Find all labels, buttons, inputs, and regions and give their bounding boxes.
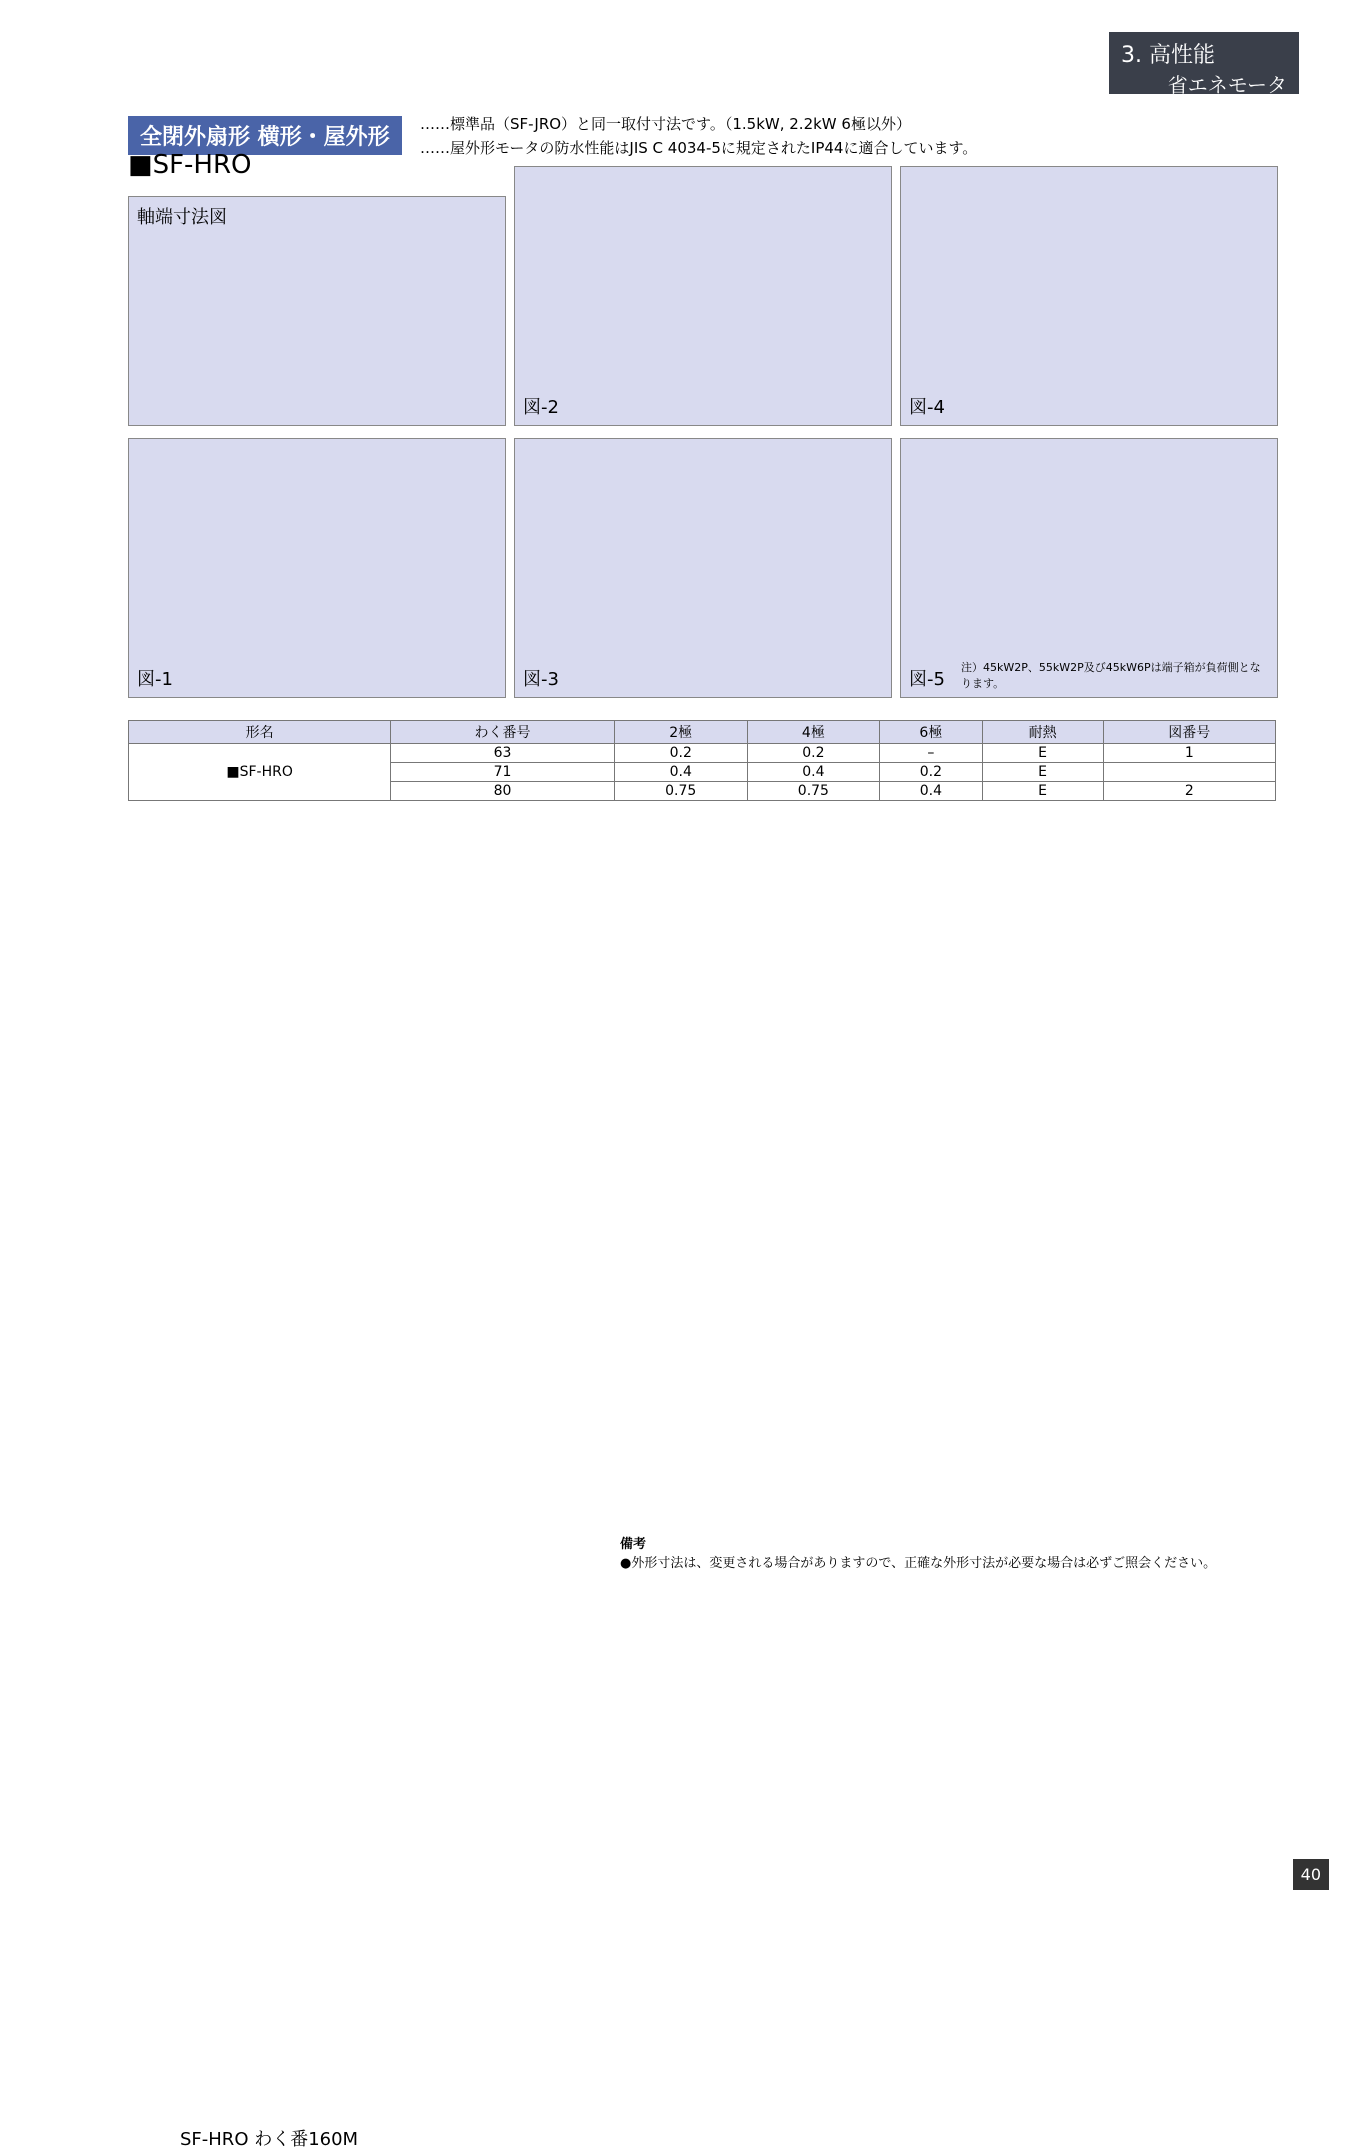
chapter-tab [1109,32,1299,97]
figure-5-note: 注）45kW2P、55kW2P及び45kW6Pは端子箱が負荷側となります。 [961,661,1261,690]
table-header: 4極 [747,721,880,744]
table-cell: 0.75 [747,782,880,801]
table-cell: 0.2 [880,763,982,782]
table-header: わく番号 [391,721,615,744]
chapter-number: 3. 高性能 [1121,43,1215,68]
spec-table-1 [128,720,1276,801]
table-cell: 1 [1103,744,1275,763]
table-cell: E [982,763,1103,782]
table-cell: 0.75 [614,782,747,801]
table-header: 6極 [880,721,982,744]
table-cell: 0.2 [747,744,880,763]
figure-shaft [128,196,506,426]
table-cell: 80 [391,782,615,801]
table-header: 形名 [129,721,391,744]
remarks [620,1535,1280,1573]
figure-5 [900,438,1278,698]
table-cell: 0.2 [614,744,747,763]
table-cell: 0.4 [747,763,880,782]
table-cell: E [982,744,1103,763]
table-header: 図番号 [1103,721,1275,744]
table-cell: 71 [391,763,615,782]
table-header: 耐熱 [982,721,1103,744]
table-cell: 0.4 [614,763,747,782]
table-header: 2極 [614,721,747,744]
model-name: ■SF-HRO [128,150,252,180]
figure-4 [900,166,1278,426]
figure-label: 図-5 [909,669,945,690]
figure-2 [514,166,892,426]
remark-item: ●外形寸法は、変更される場合がありますので、正確な外形寸法が必要な場合は必ずご照会ください。 [620,1556,1217,1571]
table-cell: E [982,782,1103,801]
page-title: 全閉外扇形 横形・屋外形 [128,116,402,155]
figure-1 [128,438,506,698]
figure-label: 軸端寸法図 [137,207,227,228]
table-cell [1103,763,1275,782]
figure-label: 図-3 [523,669,559,690]
table-cell: 2 [1103,782,1275,801]
remarks-title: 備考 [620,1537,647,1552]
page-number: 40 [1293,1859,1329,1890]
figure-3 [514,438,892,698]
table-cell: 63 [391,744,615,763]
top-notes [420,112,977,160]
figure-label: 図-1 [137,669,173,690]
top-note: ……屋外形モータの防水性能はJIS C 4034-5に規定されたIP44に適合しています。 [420,139,978,157]
table-cell: 0.4 [880,782,982,801]
figure-label: 図-4 [909,397,945,418]
table-cell: ■SF-HRO [129,744,391,801]
figure-label: 図-2 [523,397,559,418]
table-row [129,744,1276,763]
chapter-sub: 省エネモータ [1167,73,1287,97]
top-note: ……標準品（SF-JRO）と同一取付寸法です。（1.5kW, 2.2kW 6極以外） [420,115,911,133]
photo-caption: SF-HRO わく番160M [180,2129,359,2150]
table-cell: – [880,744,982,763]
